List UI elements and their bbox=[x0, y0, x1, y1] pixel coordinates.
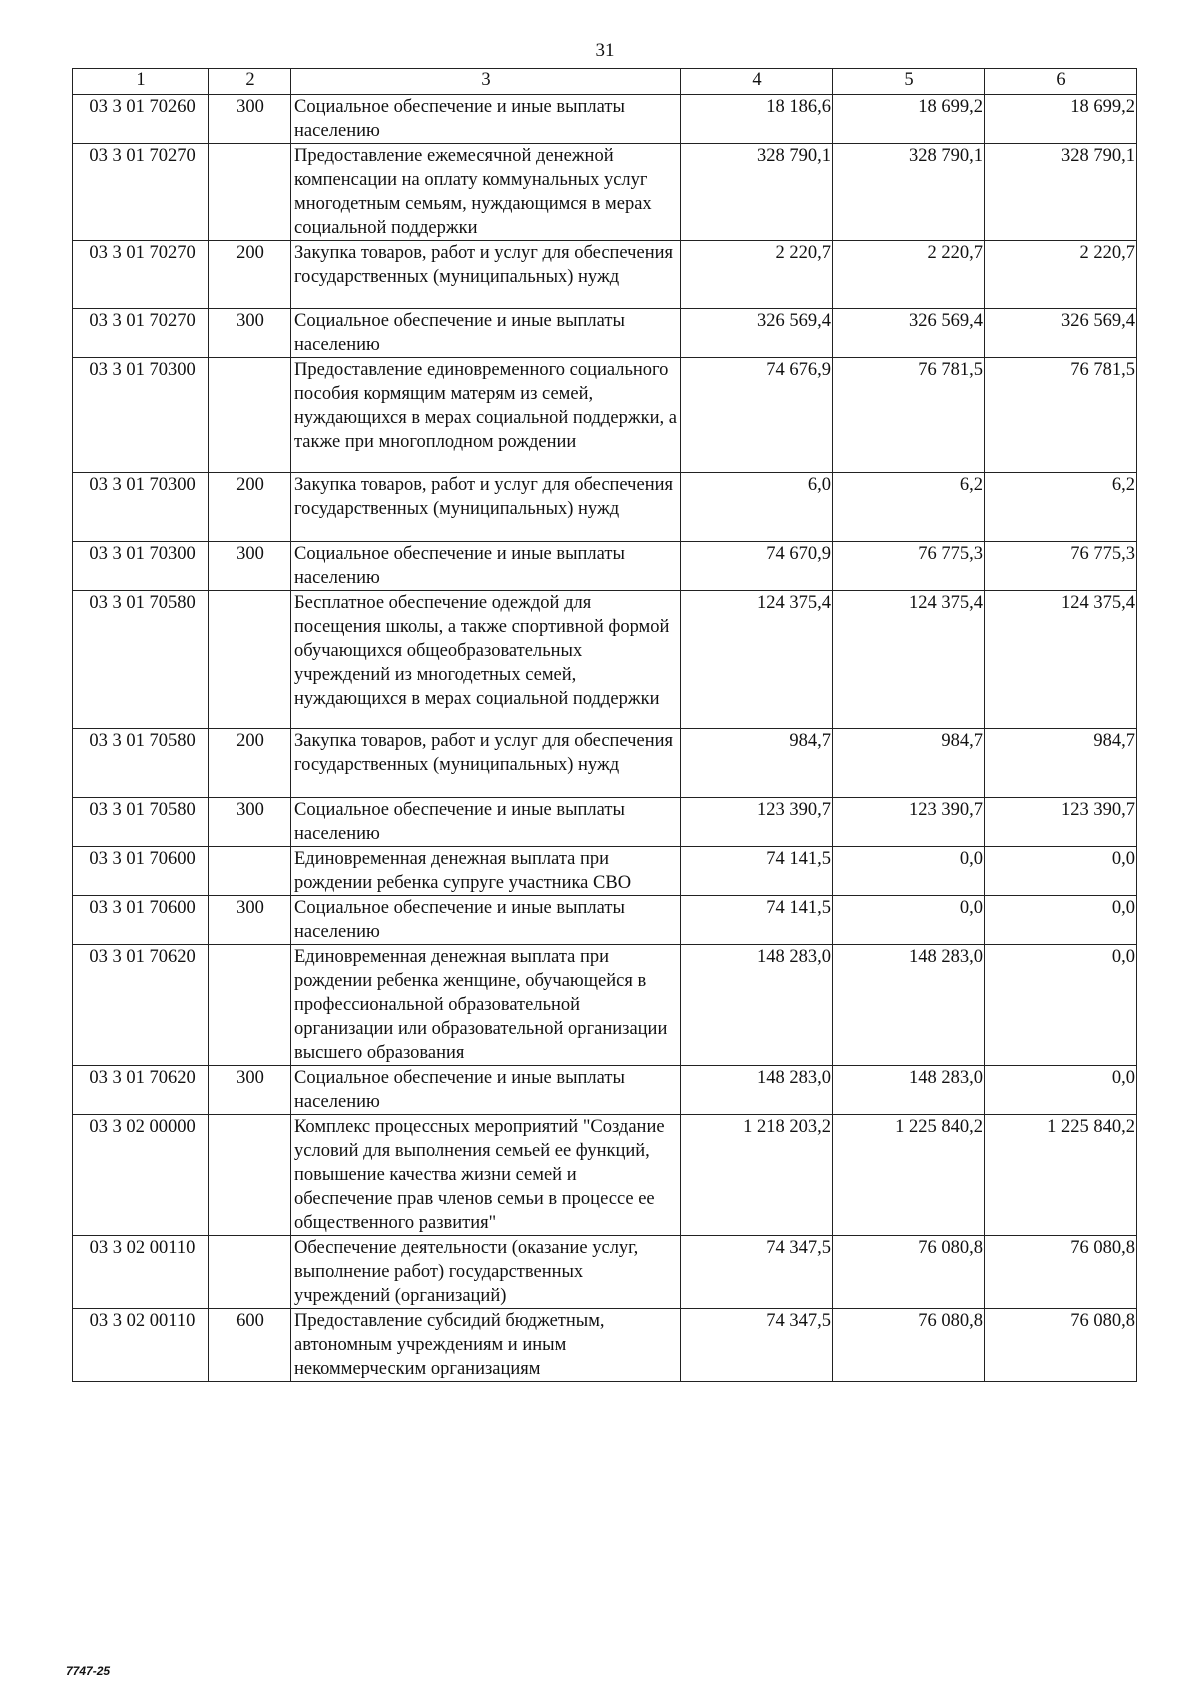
code-cell: 03 3 01 70270 bbox=[73, 241, 209, 309]
amount-cell-col4: 74 347,5 bbox=[681, 1236, 833, 1309]
table-row bbox=[73, 1309, 1137, 1382]
table-row bbox=[73, 241, 1137, 309]
description-cell: Социальное обеспечение и иные выплаты населению bbox=[291, 798, 681, 847]
code-cell: 03 3 01 70300 bbox=[73, 542, 209, 591]
table-row bbox=[73, 144, 1137, 241]
amount-cell-col4: 984,7 bbox=[681, 729, 833, 798]
amount-cell-col5: 76 781,5 bbox=[833, 358, 985, 473]
expense-type-cell: 300 bbox=[209, 1066, 291, 1115]
table-header bbox=[73, 69, 1137, 95]
amount-cell-col6: 1 225 840,2 bbox=[985, 1115, 1137, 1236]
amount-cell-col6: 76 080,8 bbox=[985, 1309, 1137, 1382]
amount-cell-col4: 18 186,6 bbox=[681, 95, 833, 144]
amount-cell-col6: 328 790,1 bbox=[985, 144, 1137, 241]
code-cell: 03 3 01 70620 bbox=[73, 945, 209, 1066]
expense-type-cell: 300 bbox=[209, 542, 291, 591]
code-cell: 03 3 01 70600 bbox=[73, 896, 209, 945]
amount-cell-col5: 0,0 bbox=[833, 896, 985, 945]
table-row bbox=[73, 542, 1137, 591]
expense-type-cell bbox=[209, 945, 291, 1066]
amount-cell-col4: 74 347,5 bbox=[681, 1309, 833, 1382]
amount-cell-col6: 124 375,4 bbox=[985, 591, 1137, 729]
amount-cell-col6: 123 390,7 bbox=[985, 798, 1137, 847]
amount-cell-col4: 6,0 bbox=[681, 473, 833, 542]
amount-cell-col6: 984,7 bbox=[985, 729, 1137, 798]
amount-cell-col5: 328 790,1 bbox=[833, 144, 985, 241]
code-cell: 03 3 01 70260 bbox=[73, 95, 209, 144]
description-cell: Предоставление субсидий бюджетным, автономным учреждениям и иным некоммерческим организациям bbox=[291, 1309, 681, 1382]
amount-cell-col5: 76 080,8 bbox=[833, 1236, 985, 1309]
description-cell: Закупка товаров, работ и услуг для обеспечения государственных (муниципальных) нужд bbox=[291, 473, 681, 542]
description-cell: Предоставление ежемесячной денежной компенсации на оплату коммунальных услуг многодетным семьям, нуждающимся в мерах социальной поддержки bbox=[291, 144, 681, 241]
budget-table bbox=[72, 68, 1137, 1382]
amount-cell-col4: 74 141,5 bbox=[681, 847, 833, 896]
description-cell: Социальное обеспечение и иные выплаты населению bbox=[291, 1066, 681, 1115]
amount-cell-col5: 984,7 bbox=[833, 729, 985, 798]
table-row bbox=[73, 945, 1137, 1066]
amount-cell-col5: 123 390,7 bbox=[833, 798, 985, 847]
description-cell: Социальное обеспечение и иные выплаты населению bbox=[291, 896, 681, 945]
amount-cell-col5: 124 375,4 bbox=[833, 591, 985, 729]
amount-cell-col5: 148 283,0 bbox=[833, 945, 985, 1066]
code-cell: 03 3 02 00000 bbox=[73, 1115, 209, 1236]
code-cell: 03 3 01 70300 bbox=[73, 358, 209, 473]
code-cell: 03 3 01 70580 bbox=[73, 729, 209, 798]
amount-cell-col6: 0,0 bbox=[985, 896, 1137, 945]
column-header-1: 1 bbox=[73, 69, 209, 95]
code-cell: 03 3 02 00110 bbox=[73, 1236, 209, 1309]
expense-type-cell: 200 bbox=[209, 729, 291, 798]
amount-cell-col6: 76 080,8 bbox=[985, 1236, 1137, 1309]
description-cell: Единовременная денежная выплата при рождении ребенка супруге участника СВО bbox=[291, 847, 681, 896]
amount-cell-col5: 76 080,8 bbox=[833, 1309, 985, 1382]
amount-cell-col4: 74 141,5 bbox=[681, 896, 833, 945]
table-row bbox=[73, 309, 1137, 358]
amount-cell-col6: 326 569,4 bbox=[985, 309, 1137, 358]
expense-type-cell: 200 bbox=[209, 241, 291, 309]
amount-cell-col4: 326 569,4 bbox=[681, 309, 833, 358]
amount-cell-col4: 123 390,7 bbox=[681, 798, 833, 847]
description-cell: Социальное обеспечение и иные выплаты населению bbox=[291, 309, 681, 358]
column-header-4: 4 bbox=[681, 69, 833, 95]
expense-type-cell bbox=[209, 1236, 291, 1309]
expense-type-cell: 300 bbox=[209, 798, 291, 847]
amount-cell-col4: 74 670,9 bbox=[681, 542, 833, 591]
code-cell: 03 3 01 70620 bbox=[73, 1066, 209, 1115]
amount-cell-col6: 0,0 bbox=[985, 1066, 1137, 1115]
amount-cell-col6: 76 781,5 bbox=[985, 358, 1137, 473]
table-row bbox=[73, 798, 1137, 847]
description-cell: Бесплатное обеспечение одеждой для посещения школы, а также спортивной формой обучающихся общеобразовательных учреждений из многодетных семей, нуждающихся в мерах социальной поддержки bbox=[291, 591, 681, 729]
description-cell: Социальное обеспечение и иные выплаты населению bbox=[291, 95, 681, 144]
code-cell: 03 3 01 70580 bbox=[73, 798, 209, 847]
amount-cell-col6: 0,0 bbox=[985, 945, 1137, 1066]
expense-type-cell bbox=[209, 358, 291, 473]
code-cell: 03 3 01 70270 bbox=[73, 309, 209, 358]
amount-cell-col4: 2 220,7 bbox=[681, 241, 833, 309]
description-cell: Обеспечение деятельности (оказание услуг, выполнение работ) государственных учреждений (организаций) bbox=[291, 1236, 681, 1309]
amount-cell-col4: 328 790,1 bbox=[681, 144, 833, 241]
amount-cell-col5: 2 220,7 bbox=[833, 241, 985, 309]
amount-cell-col5: 76 775,3 bbox=[833, 542, 985, 591]
expense-type-cell: 300 bbox=[209, 309, 291, 358]
column-header-3: 3 bbox=[291, 69, 681, 95]
table-row bbox=[73, 1066, 1137, 1115]
description-cell: Единовременная денежная выплата при рождении ребенка женщине, обучающейся в профессиональной образовательной организации или образовательной организации высшего образования bbox=[291, 945, 681, 1066]
table-row bbox=[73, 358, 1137, 473]
amount-cell-col4: 148 283,0 bbox=[681, 1066, 833, 1115]
amount-cell-col5: 18 699,2 bbox=[833, 95, 985, 144]
column-header-5: 5 bbox=[833, 69, 985, 95]
table-row bbox=[73, 591, 1137, 729]
amount-cell-col6: 18 699,2 bbox=[985, 95, 1137, 144]
amount-cell-col5: 0,0 bbox=[833, 847, 985, 896]
description-cell: Комплекс процессных мероприятий "Создание условий для выполнения семьей ее функций, повышение качества жизни семей и обеспечение прав членов семьи в процессе ее общественного развития" bbox=[291, 1115, 681, 1236]
expense-type-cell: 300 bbox=[209, 95, 291, 144]
amount-cell-col5: 148 283,0 bbox=[833, 1066, 985, 1115]
column-header-2: 2 bbox=[209, 69, 291, 95]
amount-cell-col4: 148 283,0 bbox=[681, 945, 833, 1066]
column-header-6: 6 bbox=[985, 69, 1137, 95]
code-cell: 03 3 02 00110 bbox=[73, 1309, 209, 1382]
table-row bbox=[73, 896, 1137, 945]
code-cell: 03 3 01 70600 bbox=[73, 847, 209, 896]
expense-type-cell: 200 bbox=[209, 473, 291, 542]
amount-cell-col5: 1 225 840,2 bbox=[833, 1115, 985, 1236]
expense-type-cell bbox=[209, 1115, 291, 1236]
expense-type-cell: 600 bbox=[209, 1309, 291, 1382]
expense-type-cell bbox=[209, 847, 291, 896]
table-row bbox=[73, 847, 1137, 896]
description-cell: Предоставление единовременного социального пособия кормящим матерям из семей, нуждающихся в мерах социальной поддержки, а также при многоплодном рождении bbox=[291, 358, 681, 473]
amount-cell-col6: 2 220,7 bbox=[985, 241, 1137, 309]
amount-cell-col6: 6,2 bbox=[985, 473, 1137, 542]
table-row bbox=[73, 95, 1137, 144]
page-number: 31 bbox=[595, 40, 615, 61]
table-row bbox=[73, 1236, 1137, 1309]
amount-cell-col4: 124 375,4 bbox=[681, 591, 833, 729]
code-cell: 03 3 01 70580 bbox=[73, 591, 209, 729]
amount-cell-col6: 76 775,3 bbox=[985, 542, 1137, 591]
expense-type-cell bbox=[209, 144, 291, 241]
amount-cell-col5: 326 569,4 bbox=[833, 309, 985, 358]
table-body bbox=[73, 95, 1137, 1382]
amount-cell-col6: 0,0 bbox=[985, 847, 1137, 896]
amount-cell-col5: 6,2 bbox=[833, 473, 985, 542]
code-cell: 03 3 01 70270 bbox=[73, 144, 209, 241]
amount-cell-col4: 1 218 203,2 bbox=[681, 1115, 833, 1236]
description-cell: Закупка товаров, работ и услуг для обеспечения государственных (муниципальных) нужд bbox=[291, 729, 681, 798]
description-cell: Социальное обеспечение и иные выплаты населению bbox=[291, 542, 681, 591]
expense-type-cell: 300 bbox=[209, 896, 291, 945]
amount-cell-col4: 74 676,9 bbox=[681, 358, 833, 473]
table-row bbox=[73, 729, 1137, 798]
table-row bbox=[73, 473, 1137, 542]
description-cell: Закупка товаров, работ и услуг для обеспечения государственных (муниципальных) нужд bbox=[291, 241, 681, 309]
table-row bbox=[73, 1115, 1137, 1236]
code-cell: 03 3 01 70300 bbox=[73, 473, 209, 542]
header-row bbox=[73, 69, 1137, 95]
document-code: 7747-25 bbox=[66, 1664, 111, 1678]
expense-type-cell bbox=[209, 591, 291, 729]
